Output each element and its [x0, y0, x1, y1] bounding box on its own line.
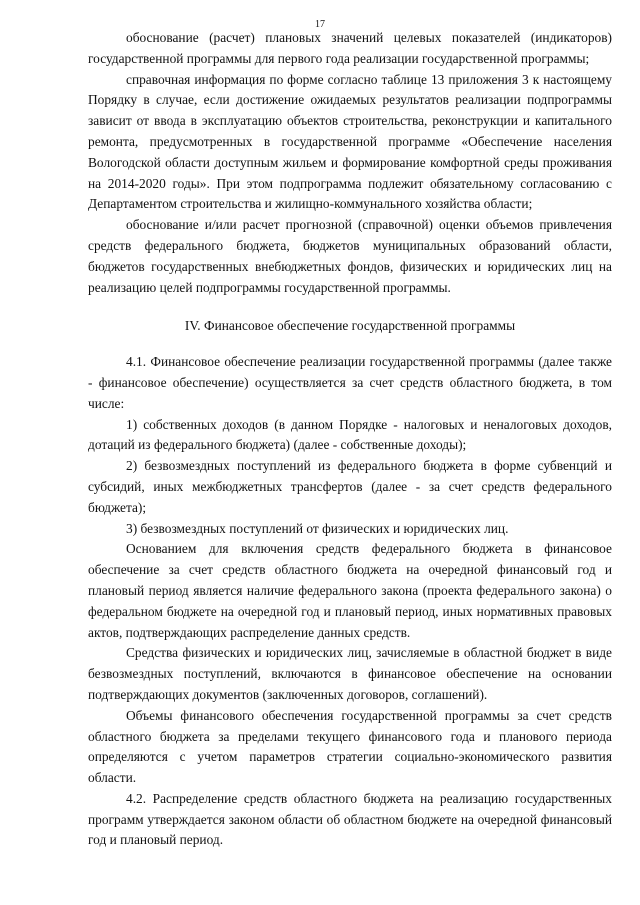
paragraph-funding-volumes: Объемы финансового обеспечения государственной программы за счет средств областного бюджета за пределами текущего финансового года и планового периода определяются с учетом параметров стратегии социально-экономического развития области. — [88, 707, 612, 786]
paragraph-reference-info: справочная информация по форме согласно таблице 13 приложения 3 к настоящему Порядку в случае, если достижение ожидаемых результатов реализации подпрограммы зависит от ввода в эксплуатацию объектов строительства, реконструкции и капитального ремонта, предусмотренных в государственной программе «Обеспечение населения Вологодской области доступным жильем и формирование комфортной среды проживания на 2014-2020 годы». При этом подпрограмма подлежит обязательному согласованию с Департаментом строительства и жилищно-коммунального хозяйства области; — [88, 71, 612, 212]
document-body — [88, 28, 612, 851]
paragraph-targets-justification: обоснование (расчет) плановых значений целевых показателей (индикаторов) государственной программы для первого года реализации государственной программы; — [88, 30, 612, 66]
section-heading: IV. Финансовое обеспечение государственной программы — [184, 318, 516, 334]
paragraph-4-1: 4.1. Финансовое обеспечение реализации государственной программы (далее также - финансовое обеспечение) осуществляется за счет средств областного бюджета, в том числе: — [88, 354, 612, 411]
paragraph-individual-funds: Средства физических и юридических лиц, зачисляемые в областной бюджет в виде безвозмездных поступлений, включаются в финансовое обеспечение на основании подтверждающих документов (заключенных договоров, соглашений). — [88, 645, 612, 702]
page-number: 17 — [315, 19, 325, 30]
paragraph-private-contributions: 3) безвозмездных поступлений от физических и юридических лиц. — [126, 520, 509, 536]
paragraph-federal-basis: Основанием для включения средств федерального бюджета в финансовое обеспечение за счет средств областного бюджета на очередной финансовый год и плановый период является наличие федерального закона (проекта федерального закона) о федеральном бюджете на очередной год и плановый период, иных нормативных правовых актов, подтверждающих распределение данных средств. — [88, 541, 612, 640]
paragraph-federal-transfers: 2) безвозмездных поступлений из федерального бюджета в форме субвенций и субсидий, иных межбюджетных трансфертов (далее - за счет средств федерального бюджета); — [88, 458, 612, 515]
paragraph-funding-estimate: обоснование и/или расчет прогнозной (справочной) оценки объемов привлечения средств федерального бюджета, бюджетов муниципальных образований области, бюджетов государственных внебюджетных фондов, физических и юридических лиц на реализацию целей подпрограммы государственной программы. — [88, 217, 612, 295]
paragraph-own-revenues: 1) собственных доходов (в данном Порядке - налоговых и неналоговых доходов, дотаций из федерального бюджета) (далее - собственные доходы); — [88, 416, 612, 453]
paragraph-4-2: 4.2. Распределение средств областного бюджета на реализацию государственных программ утверждается законом области об областном бюджете на очередной финансовый год и плановый период. — [88, 790, 612, 848]
